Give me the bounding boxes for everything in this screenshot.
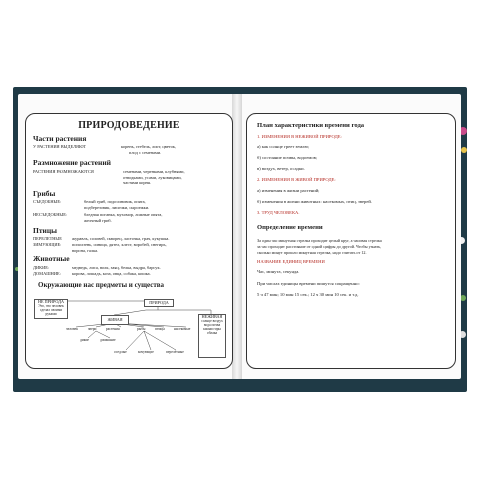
season-plan-card: [246, 113, 456, 369]
time-title: Определение времени: [257, 224, 323, 231]
repro-heading: Размножение растений: [33, 158, 111, 167]
birds-win-term: ЗИМУЮЩИЕ:: [33, 242, 62, 247]
fungi-inedible-text: бледная поганка, мухомор, ложные опята,: [84, 212, 163, 217]
fungi-edible-term: СЪЕДОБНЫЕ:: [33, 199, 62, 204]
birds-win-text: ворона, галка.: [72, 247, 99, 253]
parts-text: плод с семенами.: [129, 149, 162, 155]
nature-title: ПРИРОДОВЕДЕНИЕ: [78, 120, 180, 131]
spine: [232, 94, 242, 379]
fungi-edible-text: подберезовик, лисички, сыроежки.: [84, 204, 150, 210]
repro-text: семенами, черенками, клубнями,: [123, 169, 185, 174]
nonliving-box: [198, 314, 226, 358]
diagram-birds: птицы: [155, 327, 165, 331]
fungi-inedible-term: НЕСЪЕДОБНЫЕ:: [33, 212, 68, 217]
plan-line: а) как солнце греет землю;: [257, 144, 310, 149]
nature-box: ПРИРОДА: [144, 299, 174, 307]
parts-term: У РАСТЕНИЯ ВЫДЕЛЯЮТ: [33, 144, 87, 149]
fungi-inedible-text: желчный гриб.: [84, 217, 112, 223]
plan-line: 1. ИЗМЕНЕНИЯ В НЕЖИВОЙ ПРИРОДЕ:: [257, 134, 342, 139]
diagram-settled: оседлые: [114, 350, 127, 354]
time-text: За один час минутная стрелка проходит целый круг, а часовая стрелка: [257, 238, 382, 243]
plan-line: 3. ТРУД ЧЕЛОВЕКА.: [257, 210, 300, 215]
time-text: за час проходит расстояние от одной цифры до другой. Чтобы узнать,: [257, 244, 382, 249]
birds-mig-term: ПЕРЕЛЕТНЫЕ: [33, 236, 62, 241]
diagram-migratory: перелётные: [166, 350, 184, 354]
animals-heading: Животные: [33, 254, 70, 263]
plan-line: 2. ИЗМЕНЕНИЯ В ЖИВОЙ ПРИРОДЕ:: [257, 177, 336, 182]
birds-mig-text: журавль, соловей, скворец, ласточка, грач, кукушка.: [72, 236, 170, 241]
not-nature-desc: Это, что человек сделал своими руками: [38, 304, 64, 316]
floral-decoration: [461, 147, 467, 153]
plan-line: в) воздух, ветер, осадки.: [257, 166, 305, 171]
time-text: сколько минут прошло минутная стрелка, надо считать от 12.: [257, 250, 367, 255]
env-heading: Окружающие нас предметы и существа: [38, 281, 165, 289]
diagram-wild: дикие: [80, 338, 90, 342]
fungi-heading: Грибы: [33, 189, 56, 198]
nonliving-label: НЕЖИВАЯ: [201, 314, 223, 319]
nonliving-desc: солнце воздух вода почва камни горы облака: [201, 319, 223, 335]
living-box: ЖИВАЯ: [101, 315, 129, 325]
diagram-fish: рыбы: [137, 327, 146, 331]
time-units: Час, минута, секунда.: [257, 269, 300, 274]
time-units-heading: НАЗВАНИЕ ЕДИНИЦ ВРЕМЕНИ: [257, 259, 325, 264]
plan-line: б) изменения в жизни животных: насекомых, птиц, зверей.: [257, 199, 372, 204]
diagram-animals: звери: [88, 327, 97, 331]
parts-text: корень, стебель, лист, цветок,: [121, 144, 177, 149]
birds-win-text: поползень, синица, дятел, клест, воробей, снегирь,: [72, 242, 167, 247]
plan-line: б) состояние почвы, водоемов;: [257, 155, 318, 160]
repro-term: РАСТЕНИЯ РАЗМНОЖАЮТСЯ: [33, 169, 94, 174]
repro-text: частями корня.: [123, 180, 151, 185]
animals-wild-text: медведь, лиса, волк, заяц, белка, выдра, барсук.: [72, 265, 161, 270]
parts-heading: Части растения: [33, 134, 87, 143]
birds-heading: Птицы: [33, 226, 58, 235]
repro-text: отводками, усами, луковицами,: [123, 174, 182, 180]
diagram-plants: растения: [106, 327, 120, 331]
diagram-nomadic: кочующие: [138, 350, 154, 354]
diagram-domestic: домашние: [100, 338, 116, 342]
animals-dom-term: ДОМАШНИЕ:: [33, 271, 61, 276]
animals-dom-text: корова, лошадь, коза, овца, собака, кошка.: [72, 271, 151, 276]
diagram-insects: насекомые: [174, 327, 191, 331]
not-nature-label: НЕ ПРИРОДА: [37, 299, 65, 304]
season-plan-title: План характеристики времени года: [257, 122, 365, 129]
fungi-edible-text: белый гриб, подосиновик, опята,: [84, 199, 146, 204]
time-examples: 5 ч 47 мин; 10 мин 15 сек.; 12 ч 30 мин 10 сек. и т.д.: [257, 292, 359, 297]
not-nature-box: [34, 299, 68, 319]
time-abbrev-note: При числах единицы времени пишутся сокращенно:: [257, 281, 360, 286]
animals-wild-term: ДИКИЕ:: [33, 265, 50, 270]
plan-line: а) изменения в жизни растений;: [257, 188, 320, 193]
nature-reference-card: [25, 113, 233, 369]
diagram-man: человек: [66, 327, 79, 331]
